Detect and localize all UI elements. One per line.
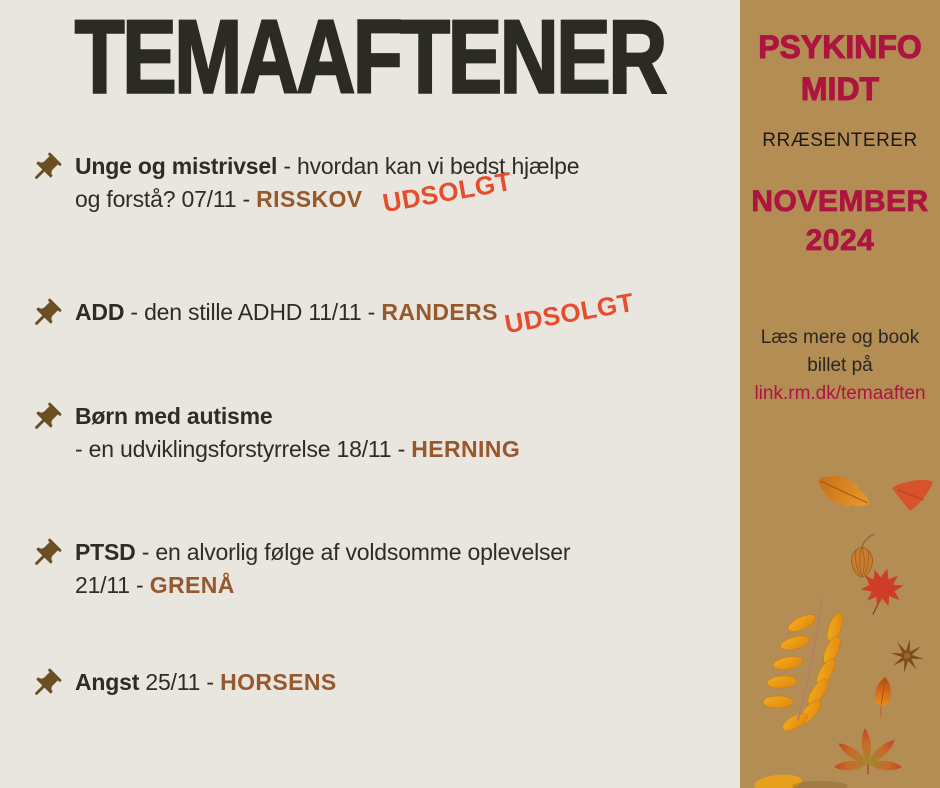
pushpin-icon (21, 660, 70, 709)
event-title: Børn med autisme (75, 403, 273, 429)
month-line2: 2024 (805, 224, 875, 258)
rowan-leaf-image (763, 598, 846, 734)
month-line1: NOVEMBER (751, 185, 929, 219)
sidebar (740, 0, 940, 788)
event-text-line (75, 666, 733, 699)
presents-label: RRÆSENTERER (762, 130, 918, 152)
booking-info (761, 324, 919, 379)
event-location: RISSKOV (256, 186, 363, 212)
booking-link[interactable]: link.rm.dk/temaaften (754, 382, 926, 404)
event-text-line (75, 569, 733, 602)
booking-info-line2: billet på (807, 355, 873, 377)
partial-yellow-leaf-image (753, 773, 848, 788)
page-title: TEMAAFTENER (74, 0, 666, 116)
event-item (28, 536, 733, 602)
event-text-block (75, 400, 733, 466)
event-item (28, 666, 733, 699)
brand-line2: MIDT (800, 71, 880, 108)
event-text: - hvordan kan vi bedst hjælpe (277, 153, 580, 179)
physalis-image (851, 534, 874, 577)
pushpin-icon (21, 394, 70, 443)
event-item (28, 400, 733, 466)
event-location: RANDERS (381, 299, 498, 325)
event-text-line (75, 536, 733, 569)
sold-out-stamp: UDSOLGT (380, 165, 515, 219)
event-location: HORSENS (220, 669, 337, 695)
event-location: HERNING (411, 436, 521, 462)
autumn-leaves-decor (740, 430, 940, 788)
brand-logo (758, 26, 922, 110)
event-location: GRENÅ (149, 572, 235, 598)
event-text: og forstå? 07/11 - (75, 186, 257, 212)
oak-leaf-image (813, 467, 876, 516)
creeper-leaf-image (834, 728, 903, 774)
event-text: 21/11 - (75, 572, 150, 598)
event-text: - en udviklingsforstyrrelse 18/11 - (75, 436, 412, 462)
event-item (28, 150, 733, 219)
event-text: 25/11 - (139, 669, 221, 695)
event-title: ADD (75, 299, 125, 325)
pushpin-icon (21, 144, 70, 193)
event-text: - den stille ADHD 11/11 - (124, 299, 382, 325)
event-text-block (75, 536, 733, 602)
event-item (28, 286, 733, 340)
booking-info-line1: Læs mere og book (760, 327, 920, 349)
event-text-line (75, 400, 733, 433)
red-leaf-image (892, 480, 933, 511)
pushpin-icon (21, 530, 70, 579)
small-leaf-image (872, 676, 893, 718)
event-text-line (75, 433, 733, 466)
event-text-block (75, 666, 733, 699)
event-text-line (75, 150, 733, 183)
pushpin-icon (21, 290, 70, 339)
event-title: Angst (75, 669, 140, 695)
event-title: PTSD (75, 539, 136, 565)
star-anise-image (887, 636, 926, 675)
sold-out-stamp: UDSOLGT (502, 286, 637, 340)
event-text: - en alvorlig følge af voldsomme oplevelser (135, 539, 571, 565)
brand-line1: PSYKINFO (758, 29, 922, 65)
month-label (751, 182, 928, 260)
event-title: Unge og mistrivsel (75, 153, 278, 179)
